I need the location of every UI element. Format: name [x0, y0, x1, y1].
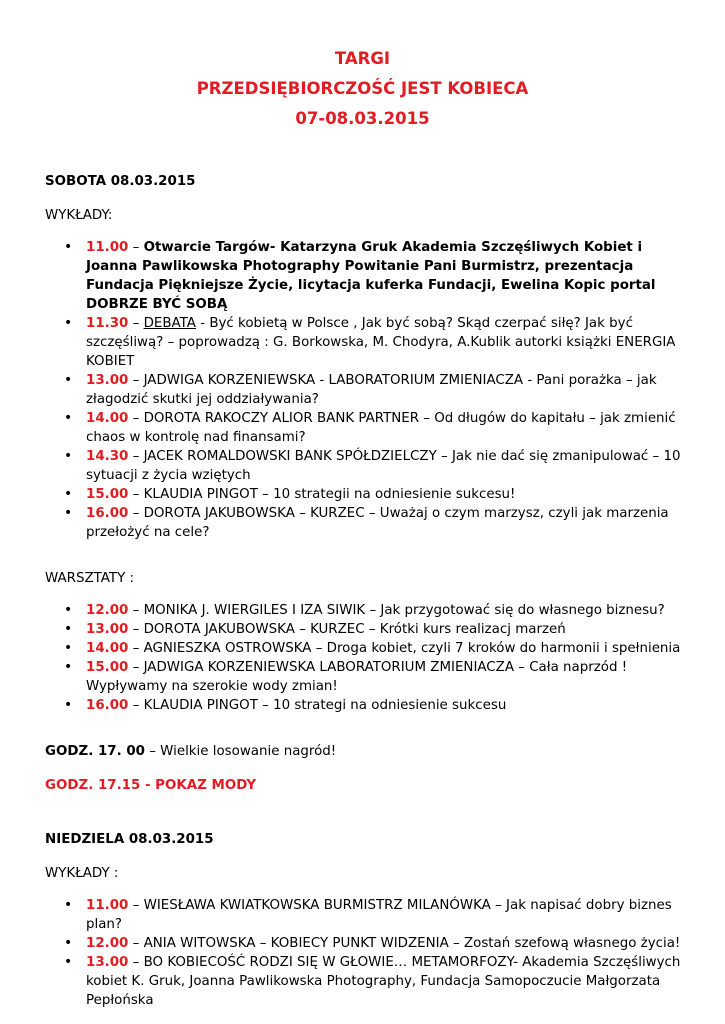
item-separator: –	[128, 487, 144, 502]
item-separator: –	[128, 603, 144, 618]
list-item	[86, 896, 685, 934]
saturday-heading: SOBOTA 08.03.2015	[45, 174, 196, 189]
item-time: 14.30	[86, 449, 129, 464]
item-separator: –	[128, 622, 144, 637]
item-time: 12.00	[86, 603, 129, 618]
lottery-text: – Wielkie losowanie nagród!	[144, 744, 337, 759]
saturday-lectures-label: WYKŁADY:	[45, 208, 113, 223]
program-content	[45, 172, 685, 1010]
item-time: 13.00	[86, 373, 129, 388]
item-text: - Być kobietą w Polsce , Jak być sobą? Skąd czerpać siłę? Jak być szczęśliwą? – poprowadzą : G. Borkowska, M. Chodyra, A.Kublik autorki książki ENERGIA KOBIET	[86, 316, 676, 369]
item-text: BO KOBIECOŚĆ RODZI SIĘ W GŁOWIE… METAMORFOZY- Akademia Szczęśliwych kobiet K. Gruk, Joanna Pawlikowska Photography, Fundacja Samopoczucie Małgorzata Pepłońska	[86, 955, 681, 1008]
title-line-1: TARGI	[334, 49, 391, 68]
item-text: KLAUDIA PINGOT – 10 strategii na odniesienie sukcesu!	[143, 487, 516, 502]
item-separator: –	[128, 411, 144, 426]
item-time: 11.00	[86, 898, 129, 913]
saturday-workshops-list	[45, 601, 685, 715]
lottery-time: GODZ. 17. 00	[45, 744, 145, 759]
list-item	[86, 953, 685, 1010]
document-title	[0, 44, 725, 134]
item-text: JACEK ROMALDOWSKI BANK SPÓŁDZIELCZY – Jak nie dać się zmanipulować – 10 sytuacji z życia wziętych	[86, 449, 681, 483]
item-separator: –	[128, 316, 144, 331]
item-text: ANIA WITOWSKA – KOBIECY PUNKT WIDZENIA – Zostań szefową własnego życia!	[143, 936, 681, 951]
list-item	[86, 447, 685, 485]
lottery-line	[45, 742, 685, 761]
title-line-3: 07-08.03.2015	[295, 109, 430, 128]
item-text: JADWIGA KORZENIEWSKA - LABORATORIUM ZMIENIACZA - Pani porażka – jak złagodzić skutki jej oddziaływania?	[86, 373, 657, 407]
item-text: WIESŁAWA KWIATKOWSKA BURMISTRZ MILANÓWKA – Jak napisać dobry biznes plan?	[86, 898, 672, 932]
item-time: 11.30	[86, 316, 129, 331]
list-item	[86, 601, 685, 620]
item-text: DOROTA RAKOCZY ALIOR BANK PARTNER – Od długów do kapitału – jak zmienić chaos w kontrolę nad finansami?	[86, 411, 676, 445]
item-text: DOROTA JAKUBOWSKA – KURZEC – Uważaj o czym marzysz, czyli jak marzenia przełożyć na cele?	[86, 506, 669, 540]
list-item	[86, 485, 685, 504]
list-item	[86, 639, 685, 658]
item-separator: –	[128, 373, 144, 388]
item-separator: –	[128, 936, 144, 951]
list-item	[86, 504, 685, 542]
item-text: Otwarcie Targów- Katarzyna Gruk Akademia Szczęśliwych Kobiet i Joanna Pawlikowska Photography Powitanie Pani Burmistrz, prezentacja Fundacja Piękniejsze Życie, licytacja kuferka Fundacji, Ewelina Kopic portal DOBRZE BYĆ SOBĄ	[86, 240, 656, 312]
item-separator: –	[128, 898, 144, 913]
item-time: 14.00	[86, 641, 129, 656]
item-text: DOROTA JAKUBOWSKA – KURZEC – Krótki kurs realizacj marzeń	[143, 622, 566, 637]
list-item	[86, 620, 685, 639]
list-item	[86, 314, 685, 371]
fashion-show-line: GODZ. 17.15 - POKAZ MODY	[45, 778, 257, 793]
list-item	[86, 934, 685, 953]
item-separator: –	[128, 955, 144, 970]
list-item	[86, 371, 685, 409]
saturday-workshops-label: WARSZTATY :	[45, 571, 135, 586]
sunday-lectures-list	[45, 896, 685, 1010]
list-item	[86, 238, 685, 314]
title-line-2: PRZEDSIĘBIORCZOŚĆ JEST KOBIECA	[196, 79, 529, 98]
debate-label: DEBATA	[143, 316, 196, 331]
saturday-lectures-list	[45, 238, 685, 542]
sunday-lectures-label: WYKŁADY :	[45, 866, 119, 881]
list-item	[86, 696, 685, 715]
list-item	[86, 658, 685, 696]
list-item	[86, 409, 685, 447]
item-text: KLAUDIA PINGOT – 10 strategi na odniesienie sukcesu	[143, 698, 507, 713]
item-time: 13.00	[86, 622, 129, 637]
item-separator: –	[128, 641, 144, 656]
item-time: 12.00	[86, 936, 129, 951]
item-separator: –	[128, 698, 144, 713]
item-text: JADWIGA KORZENIEWSKA LABORATORIUM ZMIENIACZA – Cała naprzód ! Wypływamy na szerokie wody zmian!	[86, 660, 628, 694]
item-separator: –	[128, 240, 144, 255]
item-time: 14.00	[86, 411, 129, 426]
item-time: 16.00	[86, 698, 129, 713]
item-time: 15.00	[86, 487, 129, 502]
sunday-heading: NIEDZIELA 08.03.2015	[45, 832, 214, 847]
item-separator: –	[128, 660, 144, 675]
item-text: AGNIESZKA OSTROWSKA – Droga kobiet, czyli 7 kroków do harmonii i spełnienia	[143, 641, 681, 656]
item-separator: –	[128, 506, 144, 521]
item-time: 11.00	[86, 240, 129, 255]
item-separator: –	[128, 449, 144, 464]
item-time: 13.00	[86, 955, 129, 970]
item-time: 16.00	[86, 506, 129, 521]
item-time: 15.00	[86, 660, 129, 675]
item-text: MONIKA J. WIERGILES I IZA SIWIK – Jak przygotować się do własnego biznesu?	[143, 603, 665, 618]
